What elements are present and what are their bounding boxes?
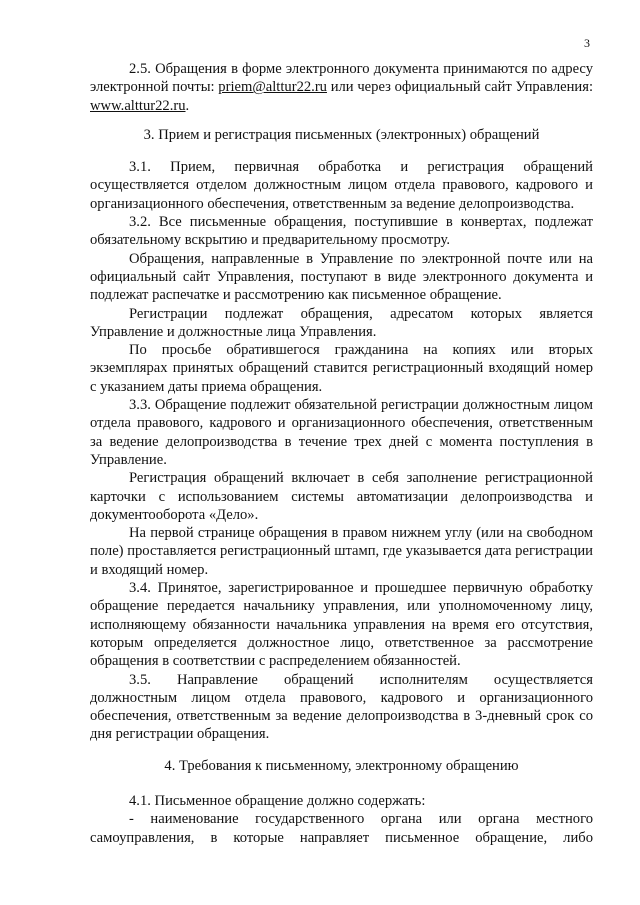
section-4-heading: 4. Требования к письменному, электронному обращению: [164, 757, 519, 774]
paragraph-3-1: 3.1. Прием, первичная обработка и регистрация обращений осуществляется отделом должностным лицом отдела правового, кадрового и организационного обеспечения, ответственным за ведение делопроизводства.: [90, 159, 593, 212]
paragraph-electronic-appeals: Обращения, направленные в Управление по электронной почте или на официальный сайт Управления, поступают в виде электронного документа и подлежат распечатке и рассмотрению как письменное обращение.: [90, 250, 593, 304]
paragraph-2-5-text-start: 2.5. Обращения в форме электронного документа принимаются по адресу электронной почты:: [90, 61, 593, 96]
paragraph-registration-subject: Регистрации подлежат обращения, адресатом которых является Управление и должностные лица Управления.: [90, 305, 593, 340]
paragraph-stamp: На первой странице обращения в правом нижнем углу (или на свободном поле) проставляется регистрационный штамп, где указывается дата регистрации и входящий номер.: [90, 525, 593, 578]
paragraph-3-3: 3.3. Обращение подлежит обязательной регистрации должностным лицом отдела правового, кадрового и организационного обеспечения, ответственным за ведение делопроизводства в течение трех дней с момента поступления в Управление.: [90, 397, 593, 468]
paragraph-2-5-text-middle: или через официальный сайт Управления:: [326, 79, 593, 96]
paragraph-2-5: [90, 60, 593, 115]
paragraph-2-5-text-end: .: [185, 97, 190, 114]
section-3-heading: 3. Прием и регистрация письменных (электронных) обращений: [143, 126, 540, 143]
paragraph-registration-card: Регистрация обращений включает в себя заполнение регистрационной карточки с использованием системы автоматизации делопроизводства и документооборота «Дело».: [90, 470, 593, 523]
email-link[interactable]: priem@alttur22.ru: [218, 79, 327, 96]
page-number: 3: [584, 36, 590, 50]
paragraph-3-2: 3.2. Все письменные обращения, поступившие в конвертах, подлежат обязательному вскрытию и предварительному просмотру.: [90, 214, 593, 249]
website-link[interactable]: www.alttur22.ru: [90, 97, 186, 114]
paragraph-3-4: 3.4. Принятое, зарегистрированное и прошедшее первичную обработку обращение передается начальнику управления, или уполномоченному лицу, исполняющему обязанности начальника управления на время его отсутствия, которым определяется должностное лицо, ответственное за рассмотрение обращения в соответствии с распределением обязанностей.: [90, 580, 593, 670]
paragraph-4-1-item: - наименование государственного органа или органа местного самоуправления, в которые направляет письменное обращение, либо: [90, 811, 593, 846]
document-body: [90, 60, 593, 847]
paragraph-copies: По просьбе обратившегося гражданина на копиях или вторых экземплярах принятых обращений ставится регистрационный входящий номер с указанием даты приема обращения.: [90, 342, 593, 395]
paragraph-4-1: 4.1. Письменное обращение должно содержать:: [129, 792, 426, 809]
paragraph-3-5: 3.5. Направление обращений исполнителям осуществляется должностным лицом отдела правового, кадрового и организационного обеспечения, ответственным за ведение делопроизводства в 3-дневный срок со дня регистрации обращения.: [90, 671, 593, 743]
